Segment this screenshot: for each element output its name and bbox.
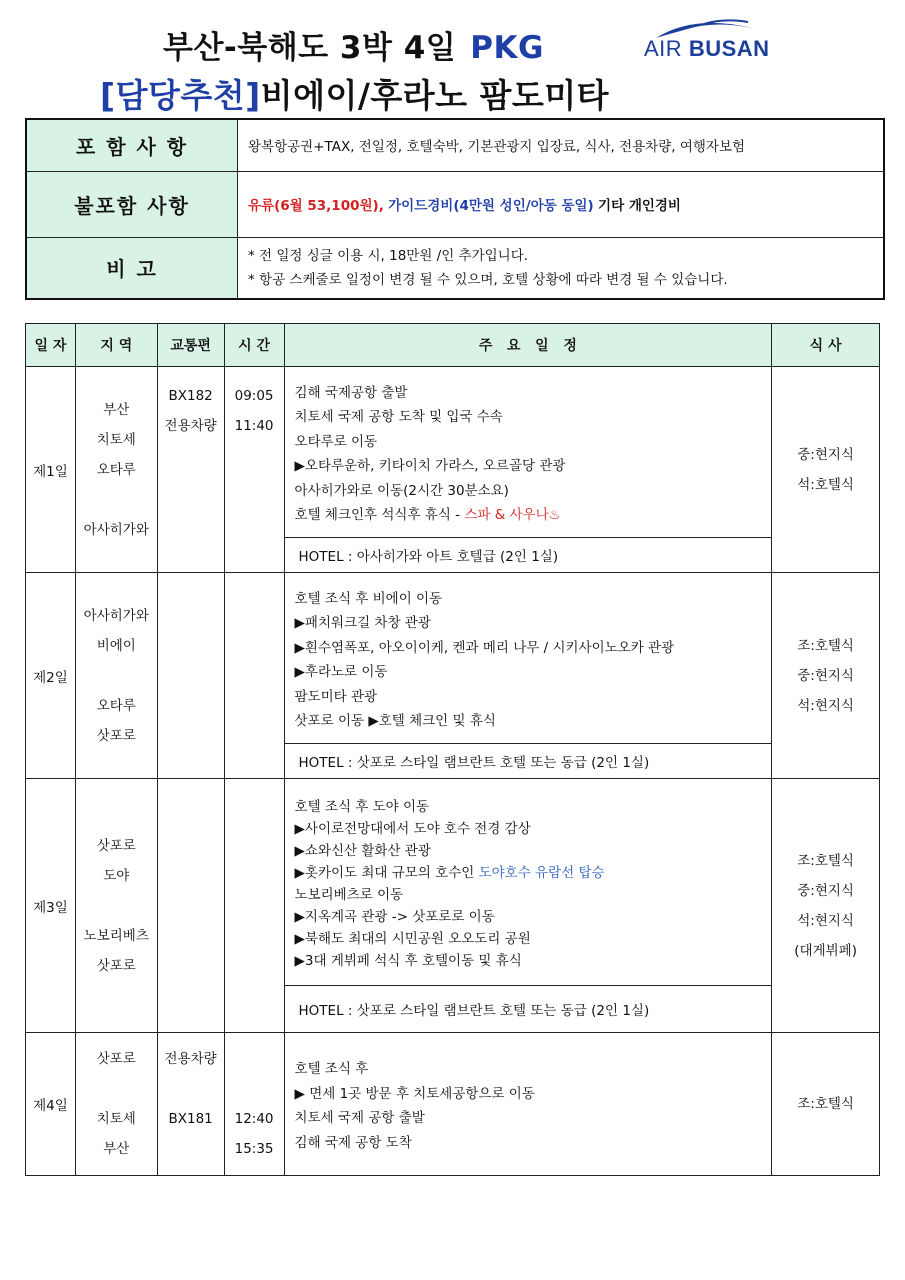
region: 치토세 — [96, 1111, 136, 1127]
col-header-itinerary: 주 요 일 정 — [284, 324, 772, 367]
transport: 전용차량 — [164, 418, 217, 434]
time: 11:40 — [234, 418, 274, 434]
itinerary-line: 김해 국제 공항 도착 — [294, 1134, 412, 1151]
title-subtitle: 비에이/후라노 팜도미타 — [260, 76, 610, 115]
meal: 중:현지식 — [797, 667, 854, 684]
lake-cruise-highlight: 도야호수 유람선 탑승 — [478, 865, 605, 881]
include-value: 왕복항공권+TAX, 전일정, 호텔숙박, 기본관광지 입장료, 식사, 전용차량, 여행자보험 — [238, 119, 885, 171]
meal: 석:현지식 — [797, 912, 854, 929]
include-label: 포 함 사 항 — [26, 119, 238, 171]
region — [77, 485, 156, 515]
day-3-row — [26, 779, 880, 986]
day-times — [224, 779, 284, 1033]
day-transport — [157, 779, 224, 1033]
itinerary-line: ▶북해도 최대의 시민공원 오오도리 공원 — [294, 931, 531, 947]
itinerary-line: 호텔 조식 후 — [294, 1061, 369, 1077]
transport: BX182 — [168, 388, 213, 404]
day-itinerary — [284, 779, 772, 986]
day-transport — [157, 573, 224, 779]
region: 비에이 — [96, 637, 136, 654]
day-label: 제4일 — [26, 1033, 76, 1176]
info-table — [25, 118, 885, 300]
region: 삿포로 — [96, 837, 136, 854]
col-header-meals: 식 사 — [772, 324, 880, 367]
itinerary-line: ▶흰수염폭포, 아오이이케, 켄과 메리 나무 / 시키사이노오카 관광 — [294, 639, 675, 656]
meal: 석:호텔식 — [797, 476, 854, 493]
day-label: 제2일 — [26, 573, 76, 779]
note-row — [26, 237, 884, 299]
day-meals — [772, 573, 880, 779]
itinerary-line: 호텔 조식 후 비에이 이동 — [294, 590, 443, 607]
air-busan-logo — [644, 18, 768, 66]
personal-expenses: 기타 개인경비 — [598, 198, 681, 214]
day-meals — [772, 779, 880, 1033]
exclude-row — [26, 171, 884, 237]
time — [226, 1044, 283, 1074]
itinerary-line: 팜도미타 관광 — [294, 688, 378, 705]
meal: 조:호텔식 — [797, 852, 854, 869]
itinerary-line: ▶후라노로 이동 — [294, 664, 388, 680]
meal: (대게뷔페) — [794, 942, 857, 959]
region: 도야 — [103, 867, 130, 884]
include-row — [26, 119, 884, 171]
time: 12:40 — [234, 1111, 274, 1127]
schedule-table — [25, 323, 880, 1176]
region: 부산 — [103, 1141, 130, 1157]
region: 삿포로 — [96, 1051, 136, 1067]
day-2-row — [26, 573, 880, 744]
itinerary-line: ▶오타루운하, 키타이치 가라스, 오르골당 관광 — [294, 458, 566, 474]
region — [77, 891, 156, 921]
region: 아사히가와 — [83, 521, 149, 538]
logo-busan-text: BUSAN — [688, 36, 770, 61]
itinerary-line: 아사히가와로 이동(2시간 30분소요) — [294, 482, 509, 499]
region — [77, 661, 156, 691]
day-transport — [157, 1033, 224, 1176]
title-route: 부산-북해도 3박 4일 — [163, 30, 457, 66]
day-regions — [75, 1033, 157, 1176]
day-1-row — [26, 367, 880, 538]
time: 15:35 — [234, 1141, 274, 1157]
day-regions — [75, 367, 157, 573]
exclude-value — [238, 171, 885, 237]
itinerary-line: 치토세 국제 공항 출발 — [294, 1110, 425, 1126]
itinerary-line: 치토세 국제 공항 도착 및 입국 수속 — [294, 409, 503, 425]
transport: BX181 — [168, 1111, 213, 1127]
itinerary-line: 호텔 체크인후 석식후 휴식 - 스파 & 사우나♨ — [294, 507, 561, 523]
title-line-1 — [0, 22, 905, 66]
hotel-info: HOTEL : 아사히가와 아트 호텔급 (2인 1실) — [284, 538, 772, 573]
logo-air-text: AIR — [644, 36, 683, 61]
time: 09:05 — [234, 388, 274, 404]
itinerary-line: ▶패치워크길 차창 관광 — [294, 615, 431, 631]
day-label: 제1일 — [26, 367, 76, 573]
itinerary-line: ▶ 면세 1곳 방문 후 치토세공항으로 이동 — [294, 1085, 535, 1102]
day-regions — [75, 573, 157, 779]
itinerary-line: 삿포로 이동 ▶호텔 체크인 및 휴식 — [294, 713, 496, 729]
hotel-info: HOTEL : 삿포로 스타일 램브란트 호텔 또는 동급 (2인 1실) — [284, 744, 772, 779]
note-line: * 전 일정 싱글 이용 시, 18만원 /인 추가입니다. — [248, 247, 529, 264]
time — [226, 1074, 283, 1104]
region: 삿포로 — [96, 957, 136, 974]
itinerary-line: 호텔 조식 후 도야 이동 — [294, 799, 430, 815]
transport — [159, 1134, 223, 1164]
day-times — [224, 367, 284, 573]
title-pkg: PKG — [470, 30, 544, 66]
meal: 조:호텔식 — [797, 1096, 854, 1112]
page-title — [163, 22, 544, 67]
fuel-surcharge: 유류(6월 53,100원), — [248, 198, 384, 214]
region: 오타루 — [96, 461, 136, 478]
region: 아사히가와 — [83, 607, 149, 624]
region: 노보리베츠 — [83, 927, 149, 944]
note-line: * 항공 스케줄로 일정이 변경 될 수 있으며, 호텔 상황에 따라 변경 될 수 있습니다. — [248, 271, 728, 288]
itinerary-line: 노보리베츠로 이동 — [294, 887, 404, 903]
day-label: 제3일 — [26, 779, 76, 1033]
day-itinerary — [284, 1033, 772, 1176]
note-value — [238, 237, 885, 299]
meal: 중:현지식 — [797, 882, 854, 899]
schedule-header-row — [26, 324, 880, 367]
region: 오타루 — [96, 697, 136, 714]
title-line-2 — [100, 70, 609, 117]
region: 삿포로 — [96, 727, 136, 744]
meal: 조:호텔식 — [797, 637, 854, 654]
itinerary-line: ▶사이로전망대에서 도야 호수 전경 감상 — [294, 821, 531, 837]
day-meals — [772, 1033, 880, 1176]
itinerary-line: ▶3대 게뷔페 석식 후 호텔이동 및 휴식 — [294, 953, 522, 969]
day-regions — [75, 779, 157, 1033]
day-meals — [772, 367, 880, 573]
transport — [159, 1074, 223, 1104]
col-header-region: 지 역 — [75, 324, 157, 367]
title-pick-tag: [담당추천] — [100, 76, 261, 115]
meal: 중:현지식 — [797, 446, 854, 463]
transport: 전용차량 — [164, 1051, 217, 1067]
day-transport — [157, 367, 224, 573]
note-label: 비 고 — [26, 237, 238, 299]
region: 치토세 — [96, 431, 136, 448]
day-4-row — [26, 1033, 880, 1176]
itinerary-line: 오타루로 이동 — [294, 433, 378, 450]
day-itinerary — [284, 367, 772, 538]
col-header-time: 시 간 — [224, 324, 284, 367]
meal: 석:현지식 — [797, 697, 854, 714]
region — [77, 1074, 156, 1104]
spa-highlight: 스파 & 사우나♨ — [464, 507, 561, 523]
day-times — [224, 1033, 284, 1176]
guide-fee: 가이드경비(4만원 성인/아동 동일) — [388, 198, 594, 214]
itinerary-line: 김해 국제공항 출발 — [294, 384, 408, 401]
day-times — [224, 573, 284, 779]
itinerary-line: ▶쇼와신산 활화산 관광 — [294, 843, 431, 859]
itinerary-line: ▶지옥계곡 관광 -> 삿포로로 이동 — [294, 909, 495, 925]
day-itinerary — [284, 573, 772, 744]
exclude-label: 불포함 사항 — [26, 171, 238, 237]
col-header-day: 일 자 — [26, 324, 76, 367]
region: 부산 — [103, 401, 130, 418]
itinerary-line: ▶홋카이도 최대 규모의 호수인 도야호수 유람선 탑승 — [294, 865, 605, 881]
col-header-transport: 교통편 — [157, 324, 224, 367]
hotel-info: HOTEL : 삿포로 스타일 램브란트 호텔 또는 동급 (2인 1실) — [284, 986, 772, 1033]
